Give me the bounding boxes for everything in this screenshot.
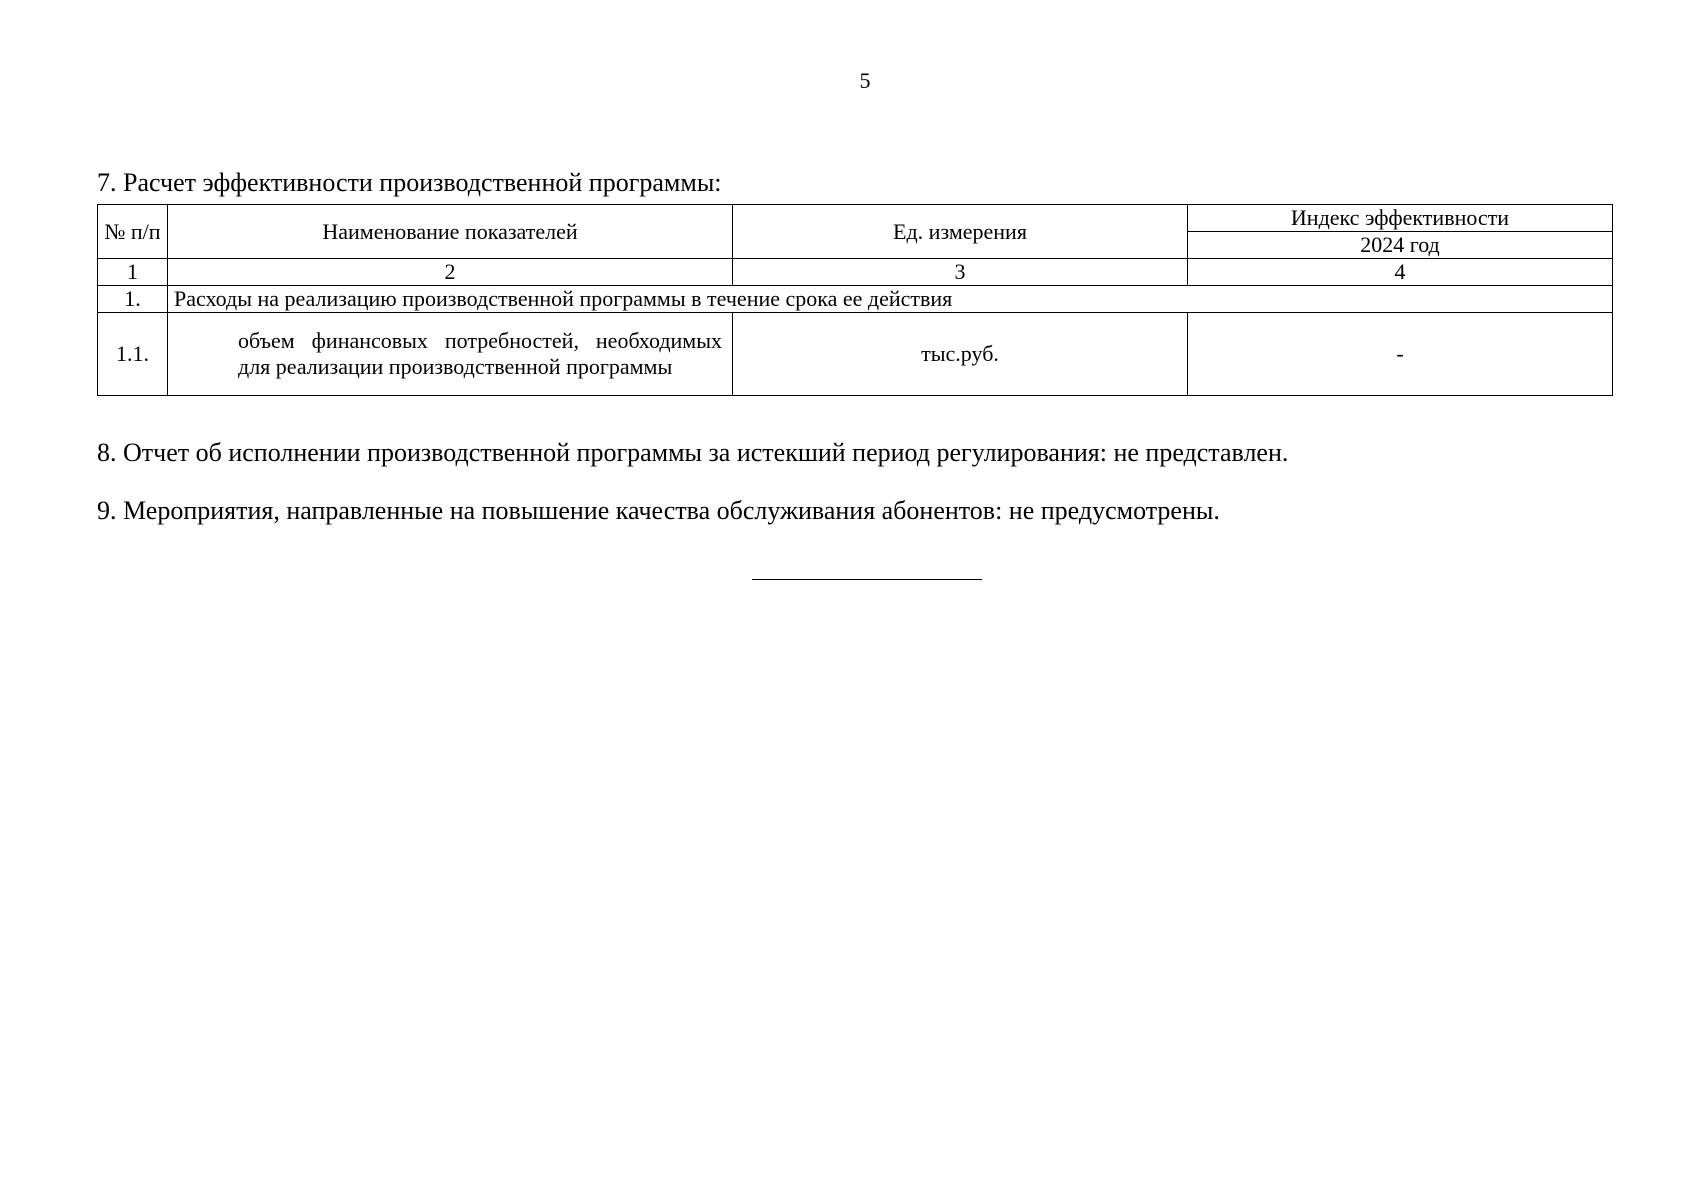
section-7-title: 7. Расчет эффективности производственной программы:	[97, 168, 722, 197]
column-number: 3	[733, 259, 1188, 286]
table-header-row	[98, 205, 1613, 232]
section-row-text: Расходы на реализацию производственной программы в течение срока ее действия	[168, 286, 1613, 313]
row-num: 1.1.	[98, 313, 168, 396]
table-row	[98, 313, 1613, 396]
end-divider	[752, 579, 982, 580]
header-unit: Ед. измерения	[733, 205, 1188, 259]
section-9-text: 9. Мероприятия, направленные на повышение качества обслуживания абонентов: не предусмотрены.	[97, 496, 1220, 525]
header-year: 2024 год	[1188, 232, 1613, 259]
column-number: 1	[98, 259, 168, 286]
page-number: 5	[859, 68, 871, 93]
header-name: Наименование показателей	[168, 205, 733, 259]
column-number: 2	[168, 259, 733, 286]
header-index: Индекс эффективности	[1188, 205, 1613, 232]
header-num: № п/п	[98, 205, 168, 259]
row-value: -	[1188, 313, 1613, 396]
row-unit: тыс.руб.	[733, 313, 1188, 396]
row-name: объем финансовых потребностей, необходимых для реализации производственной программы	[168, 313, 733, 396]
column-number-row	[98, 259, 1613, 286]
section-8-text: 8. Отчет об исполнении производственной программы за истекший период регулирования: не представлен.	[97, 438, 1289, 467]
section-row	[98, 286, 1613, 313]
column-number: 4	[1188, 259, 1613, 286]
section-row-num: 1.	[98, 286, 168, 313]
efficiency-table	[97, 204, 1613, 396]
